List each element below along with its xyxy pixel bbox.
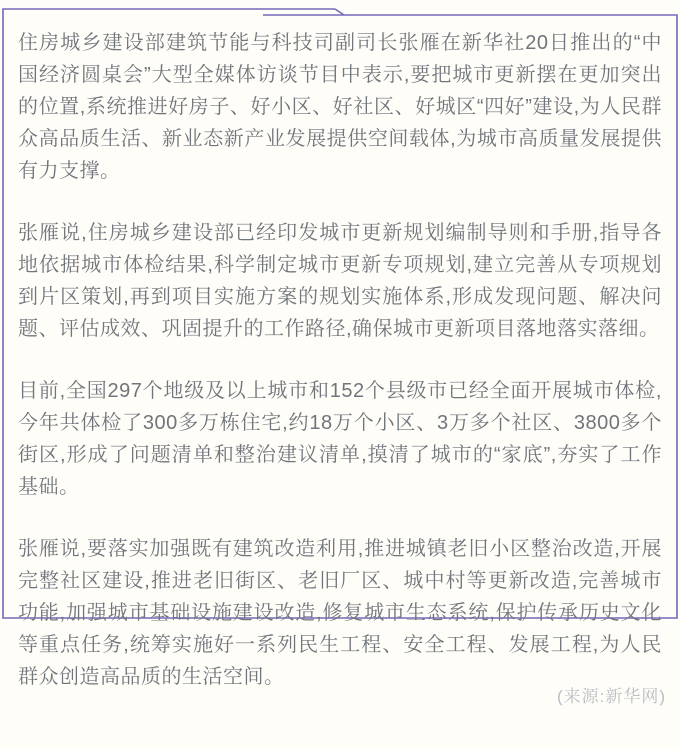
source-attribution: (来源:新华网) <box>556 687 666 706</box>
frame-notch-diagonal <box>335 9 344 15</box>
paragraph-renovation: 张雁说,要落实加强既有建筑改造利用,推进城镇老旧小区整治改造,开展完整社区建设,推进老旧街区、老旧厂区、城中村等更新改造,完善城市功能,加强城市基础设施建设改造,修复城市生态系统,保护传承历史文化等重点任务,统筹实施好一系列民生工程、安全工程、发展工程,为人民群众创造高品质的生活空间。 <box>18 538 662 688</box>
article-body <box>18 27 662 723</box>
paragraph-statistics: 目前,全国297个地级及以上城市和152个县级市已经全面开展城市体检,今年共体检了300多万栋住宅,约18万个小区、3万多个社区、3800多个街区,形成了问题清单和整治建议清单,摸清了城市的“家底”,夯实了工作基础。 <box>18 380 662 498</box>
paragraph-intro: 住房城乡建设部建筑节能与科技司副司长张雁在新华社20日推出的“中国经济圆桌会”大型全媒体访谈节目中表示,要把城市更新摆在更加突出的位置,系统推进好房子、好小区、好社区、好城区“四好”建设,为人民群众高品质生活、新业态新产业发展提供空间载体,为城市高质量发展提供有力支撑。 <box>18 32 662 182</box>
paragraph-planning: 张雁说,住房城乡建设部已经印发城市更新规划编制导则和手册,指导各地依据城市体检结果,科学制定城市更新专项规划,建立完善从专项规划到片区策划,再到项目实施方案的规划实施体系,形成发现问题、解决问题、评估成效、巩固提升的工作路径,确保城市更新项目落地落实落细。 <box>18 222 662 340</box>
